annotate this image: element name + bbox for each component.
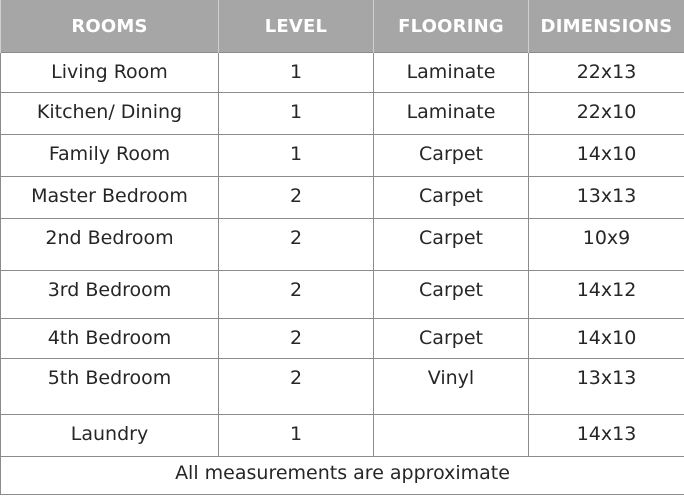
room-cell: 4th Bedroom (1, 319, 219, 359)
table-row (1, 177, 684, 219)
dimensions-cell: 22x10 (529, 93, 684, 135)
header-level: LEVEL (219, 0, 374, 53)
dimensions-cell: 22x13 (529, 53, 684, 93)
dimensions-cell: 14x10 (529, 135, 684, 177)
flooring-cell: Carpet (374, 177, 529, 219)
room-cell: Family Room (1, 135, 219, 177)
table-row (1, 415, 684, 457)
flooring-cell: Laminate (374, 53, 529, 93)
flooring-cell: Laminate (374, 93, 529, 135)
header-rooms: ROOMS (1, 0, 219, 53)
room-cell: 2nd Bedroom (1, 219, 219, 271)
table-row (1, 271, 684, 319)
footer-row (1, 457, 684, 495)
room-cell: 5th Bedroom (1, 359, 219, 415)
header-flooring: FLOORING (374, 0, 529, 53)
table-row (1, 219, 684, 271)
level-cell: 1 (219, 53, 374, 93)
room-cell: Kitchen/ Dining (1, 93, 219, 135)
table-row (1, 53, 684, 93)
room-cell: Living Room (1, 53, 219, 93)
flooring-cell: Carpet (374, 135, 529, 177)
flooring-cell: Carpet (374, 219, 529, 271)
dimensions-cell: 14x13 (529, 415, 684, 457)
dimensions-cell: 13x13 (529, 359, 684, 415)
room-cell: Laundry (1, 415, 219, 457)
header-row (1, 0, 684, 53)
table-row (1, 135, 684, 177)
table-row (1, 93, 684, 135)
level-cell: 2 (219, 177, 374, 219)
flooring-cell: Carpet (374, 319, 529, 359)
room-cell: Master Bedroom (1, 177, 219, 219)
level-cell: 2 (219, 271, 374, 319)
level-cell: 1 (219, 415, 374, 457)
room-cell: 3rd Bedroom (1, 271, 219, 319)
level-cell: 2 (219, 219, 374, 271)
flooring-cell (374, 415, 529, 457)
dimensions-cell: 13x13 (529, 177, 684, 219)
level-cell: 2 (219, 319, 374, 359)
flooring-cell: Carpet (374, 271, 529, 319)
level-cell: 1 (219, 135, 374, 177)
dimensions-cell: 14x10 (529, 319, 684, 359)
table-row (1, 319, 684, 359)
table-row (1, 359, 684, 415)
level-cell: 2 (219, 359, 374, 415)
header-dimensions: DIMENSIONS (529, 0, 684, 53)
footer-note: All measurements are approximate (1, 457, 684, 495)
dimensions-cell: 14x12 (529, 271, 684, 319)
flooring-cell: Vinyl (374, 359, 529, 415)
level-cell: 1 (219, 93, 374, 135)
dimensions-cell: 10x9 (529, 219, 684, 271)
